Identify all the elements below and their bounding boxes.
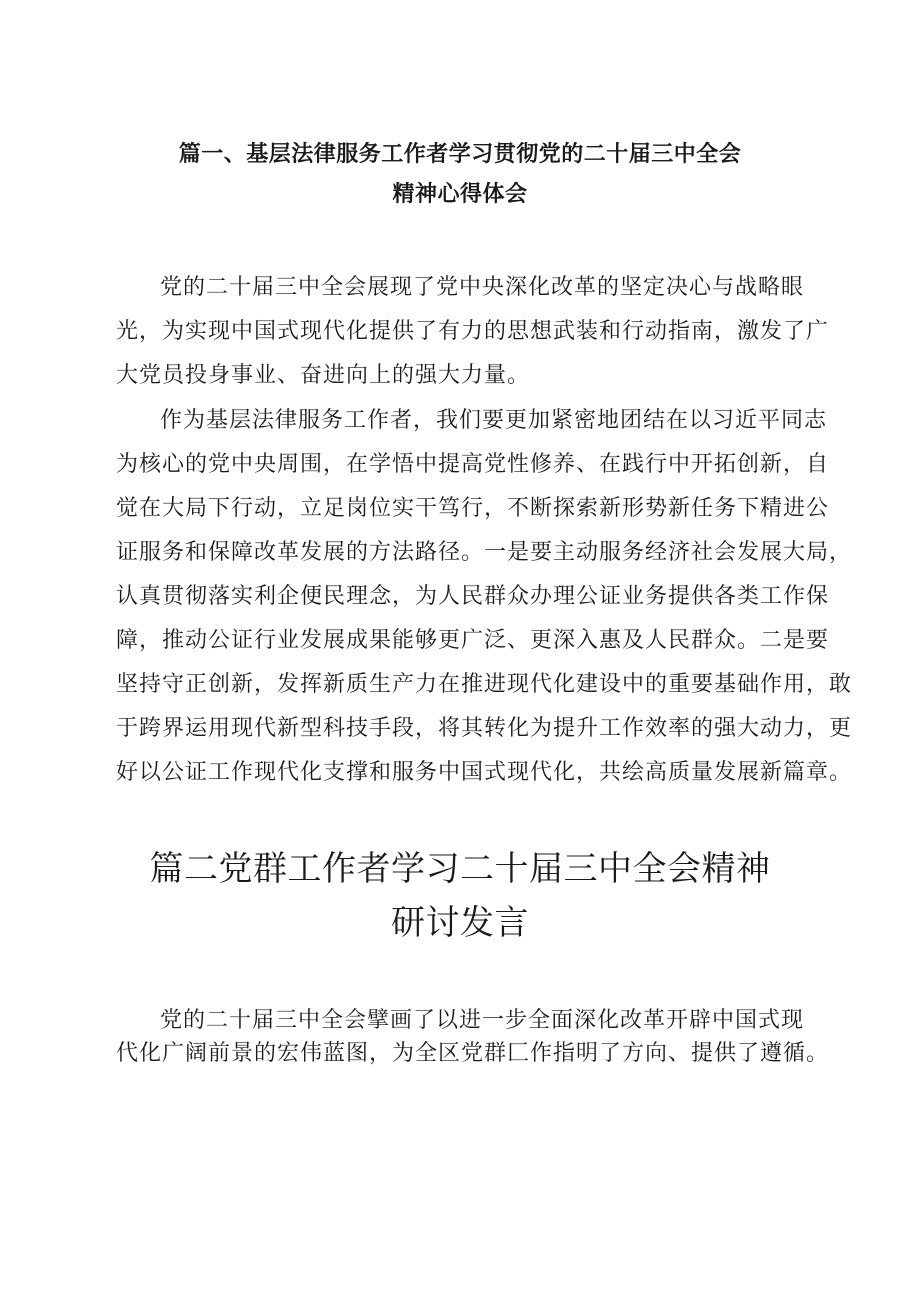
- s1-p1-line2: 光，为实现中国式现代化提供了有力的思想武装和行动指南，激发了广: [116, 319, 830, 344]
- s1-p2-line1: 作为基层法律服务工作者，我们要更加紧密地团结在以习近平同志: [160, 408, 828, 433]
- s1-p2-line2: 为核心的党中央周围，在学悟中提高党性修养、在践行中开拓创新，自: [116, 452, 830, 477]
- section2-title-line2: 研讨发言: [391, 903, 529, 943]
- section1-title-line2: 精神心得体会: [392, 182, 528, 207]
- s1-p2-line7: 坚持守正创新，发挥新质生产力在推进现代化建设中的重要基础作用，敢: [116, 672, 853, 697]
- s1-p2-line9: 好以公证工作现代化支撑和服务中国式现代化，共绘高质量发展新篇章。: [116, 760, 853, 785]
- s1-p2-line5: 认真贯彻落实利企便民理念，为人民群众办理公证业务提供各类工作保: [116, 584, 830, 609]
- section2-title-line1: 篇二党群工作者学习二十届三中全会精神: [149, 849, 771, 889]
- s1-p2-line3: 觉在大局下行动，立足岗位实干笃行，不断探索新形势新任务下精进公: [116, 496, 830, 521]
- s1-p1-line3: 大党员投身事业、奋进向上的强大力量。: [116, 363, 531, 388]
- s1-p2-line4: 证服务和保障改革发展的方法路径。一是要主动服务经济社会发展大局，: [116, 540, 853, 565]
- s1-p2-line8: 于跨界运用现代新型科技手段，将其转化为提升工作效率的强大动力，更: [116, 716, 853, 741]
- section1-title-line1: 篇一、基层法律服务工作者学习贯彻党的二十届三中全会: [178, 142, 742, 167]
- s2-p1-line1: 党的二十届三中全会擘画了以进一步全面深化改革开辟中国式现: [160, 1008, 805, 1033]
- s1-p2-line6: 障，推动公证行业发展成果能够更广泛、更深入惠及人民群众。二是要: [116, 628, 830, 653]
- s1-p1-line1: 党的二十届三中全会展现了党中央深化改革的坚定决心与战略眼: [160, 275, 805, 300]
- s2-p1-line2: 代化广阔前景的宏伟蓝图，为全区党群匚作指明了方向、提供了遵循。: [116, 1041, 830, 1066]
